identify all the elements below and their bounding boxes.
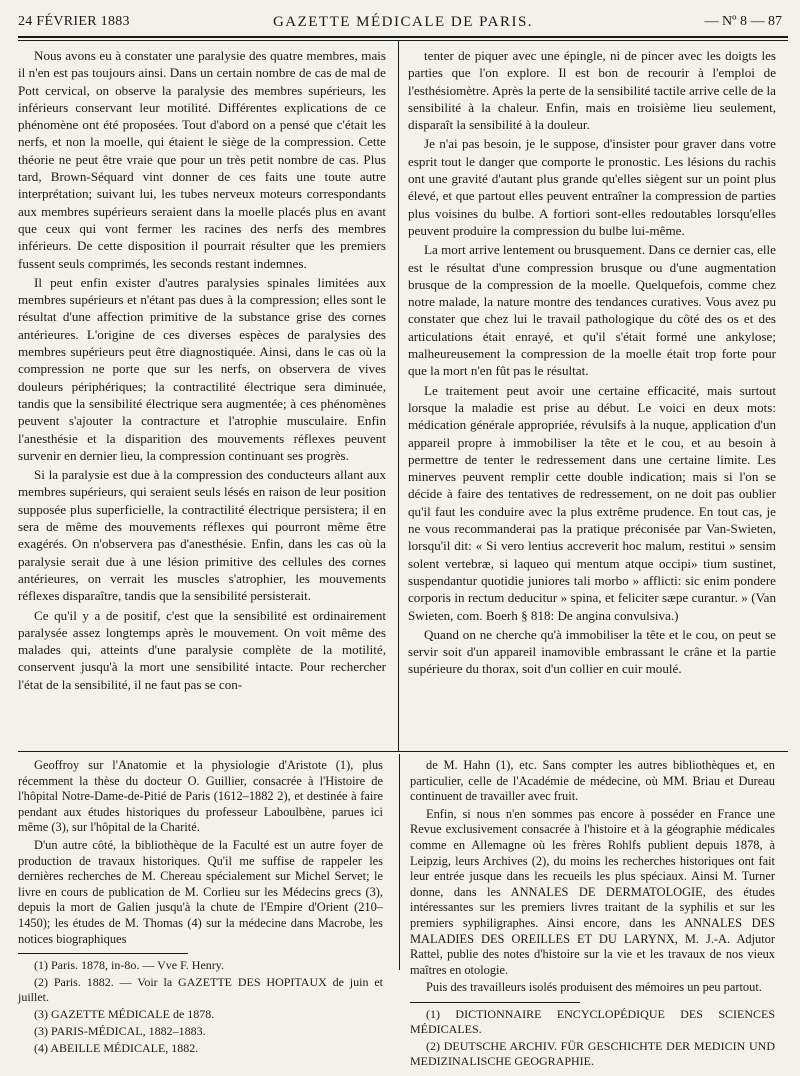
paragraph: Ce qu'il y a de positif, c'est que la sensibilité est ordinairement paralysée assez longtemps après le mouvement. On voit même des malades qui, atteints d'une paralysie complète de la motilité, conservent jusqu'à la mort une sensibilité intacte. Pour rechercher l'état de la sensibilité, il ne faut pas se con- (18, 607, 386, 692)
main-article (18, 47, 788, 749)
footnote: (2) DEUTSCHE ARCHIV. FÜR GESCHICHTE DER MEDICIN UND MEDIZINALISCHE GEOGRAPHIE. (410, 1038, 775, 1068)
issue-date: 24 FÉVRIER 1883 (18, 14, 130, 29)
article-column-right (408, 47, 776, 680)
paragraph: Je n'ai pas besoin, je le suppose, d'insister pour graver dans votre esprit tout le danger que comporte le pronostic. Les lésions du rachis ont une gravité d'autant plus grande qu'elles siègent sur un point plus élevé, et que partout elles peuvent entraîner la compression de parties plus voisines du bulbe. A fortiori sont-elles redoutables lorsqu'elles peuvent produire la compression du bulbe lui-même. (408, 136, 776, 238)
paragraph: Enfin, si nous n'en sommes pas encore à posséder en France une Revue exclusivement consacrée à l'histoire et à la géographie médicales comme en Allemagne où les frères Rohlfs publient depuis 1878, à Leipzig, leurs Archives (2), du moins les recherches historiques ont fait leur entrée jusque dans les recueils les plus spéciaux. Ainsi M. Turner donne, dans les ANNALES DE DERMATOLOGIE, des études intéressantes sur les premiers livres traitant de la syphilis et sur les premiers syphiligraphes. Ainsi encore, dans les ANNALES DES MALADIES DES OREILLES ET DU LARYNX, M. J.-A. Adjutor Rattel, publie des notes d'histoire sur la vie et les travaux de nos vieux maîtres en otologie. (410, 806, 775, 977)
paragraph: de M. Hahn (1), etc. Sans compter les autres bibliothèques et, en particulier, celle de l'Académie de médecine, où MM. Briau et Dureau continuent de travailler avec fruit. (410, 758, 775, 804)
page-number: — Nº 8 — 87 (704, 14, 782, 29)
paragraph: Puis des travailleurs isolés produisent des mémoires un peu partout. (426, 980, 762, 995)
feuilleton-divider (18, 751, 788, 752)
footnote-rule (410, 1002, 580, 1003)
newspaper-page (18, 10, 788, 1066)
paragraph: Quand on ne cherche qu'à immobiliser la tête et le cou, on peut se servir soit d'un appareil inamovible embrassant le crâne et la partie supérieure du thorax, soit d'un collier en cuir moulé. (408, 626, 776, 677)
paragraph: Il peut enfin exister d'autres paralysies spinales limitées aux membres supérieurs et n'étant pas dues à la compression; elles sont le résultat d'une affection primitive de la substance grise des cornes antérieures. L'origine de ces diverses espèces de paralysies des membres supérieurs peut être diagnostiquée. Ainsi, dans le cas où la compression ne porte que sur les nerfs, on observera de vives douleurs périphériques; la contractilité électrique sera diminuée, tandis que la sensibilité électrique sera augmentée; à ces phénomènes peuvent s'ajouter la contracture et l'atrophie musculaire. Enfin l'anesthésie et la disparition des mouvements réflexes peuvent survenir en dernier lieu, la compression continuant ses progrès. (18, 274, 386, 463)
paragraph: Geoffroy sur l'Anatomie et la physiologie d'Aristote (1), plus récemment la thèse du docteur O. Guillier, consacrée à l'Histoire de l'hôpital Notre-Dame-de-Pitié de Paris (1612–1882 2), et destinée à faire pendant aux études historiques du professeur Laboulbène, parues ici même (3), sur l'hôpital de la Charité. (18, 758, 383, 835)
footnote-rule (18, 953, 188, 954)
paragraph: La mort arrive lentement ou brusquement. Dans ce dernier cas, elle est le résultat d'une compression brusque ou d'une augmentation brusque de la compression de la moelle. Quelquefois, comme chez notre malade, la nature montre des tendances curatives. Vous avez pu constater que chez lui le travail pathologique du côté des os et des articulations était enrayé, et qu'il s'était formé une ankylose; malheureusement la compression de la moelle était trop forte pour que la mort n'en fût pas le résultat. (408, 242, 776, 379)
footnote: (2) Paris. 1882. — Voir la GAZETTE DES HOPITAUX de juin et juillet. (18, 975, 383, 1005)
footnote: (1) Paris. 1878, in-8o. — Vve F. Henry. (34, 958, 225, 973)
feuilleton (18, 758, 788, 1074)
paragraph: Nous avons eu à constater une paralysie des quatre membres, mais il n'en est pas toujours ainsi. Dans un certain nombre de cas de mal de Pott cervical, on observe la paralysie des membres supérieurs, les inférieurs conservant leur motilité. Différentes explications de ce phénomène ont été proposées. Tout d'abord on a pensé que c'était les nerfs, et non la moelle, qui étaient le siège de la compression. Cette théorie ne peut être vraie que pour un très petit nombre de cas. Plus tard, Brown-Séquard vint donner de ces faits une toute autre interprétation; suivant lui, les tubes nerveux moteurs correspondants aux membres supérieurs seraient dans la moelle placés plus en avant que ceux qui vont fermer les racines des nerfs des membres inférieurs. De cette disposition il pourrait résulter que les premiers fussent seuls comprimés, les seconds restant indemnes. (18, 48, 386, 271)
feuilleton-column-right (410, 758, 775, 1071)
paragraph: Si la paralysie est due à la compression des conducteurs allant aux membres supérieurs, qui seraient seuls lésés en raison de leur position supposée plus superficielle, la contractilité électrique persistera; il en sera de même des mouvements réflexes qui pourront même être exagérés. On n'observera pas d'anesthésie. Enfin, dans les cas où la paralysie serait due à une lésion primitive des cellules des cornes antérieures, on verrait les muscles s'atrophier, les mouvements réflexes disparaître, tandis que la sensibilité persisterait. (18, 467, 386, 604)
article-column-left (18, 47, 386, 695)
footnote: (3) GAZETTE MÉDICALE de 1878. (34, 1007, 215, 1022)
footnote: (3) PARIS-MÉDICAL, 1882–1883. (34, 1024, 206, 1039)
paragraph: Le traitement peut avoir une certaine efficacité, mais surtout lorsque la maladie est prise au début. Le voici en deux mots: médication générale appropriée, révulsifs à la nuque, application d'un appareil propre à immobiliser la tête et le cou, et au besoin à permettre de tenter le redressement dans une certaine limite. Les minerves peuvent remplir cette double indication; mais si l'on se décide à faire des tentatives de redressement, on ne doit pas oublier qu'il faut les conduire avec la plus extrême prudence. En tout cas, je ne vous recommanderai pas la pratique préconisée par Van-Swieten, lorsqu'il dit: « Si vero lentius accreverit hoc malum, restitui » sensim solent vertebræ, si laqueo qui mentum atque occipi» tium sustinet, suspendantur quotidie juniores tali morbo » afflicti: sic enim pondere corporis in rectum deducitur » spina, et feliciter sæpe curantur. » (Van Swieten, com. Boerh § 818: De angina convulsiva.) (408, 382, 776, 623)
column-divider (398, 41, 399, 751)
footnote: (4) ABEILLE MÉDICALE, 1882. (34, 1041, 199, 1056)
footnote: (1) DICTIONNAIRE ENCYCLOPÉDIQUE DES SCIENCES MÉDICALES. (410, 1006, 775, 1036)
feuilleton-column-left (18, 758, 383, 1058)
header-rule (18, 36, 788, 41)
journal-title: GAZETTE MÉDICALE DE PARIS. (272, 14, 534, 30)
column-divider (399, 754, 400, 970)
page-header (18, 10, 788, 36)
paragraph: D'un autre côté, la bibliothèque de la Faculté est un autre foyer de production de travaux historiques. Qu'il me suffise de rappeler les dernières recherches de M. Chereau spécialement sur Michel Servet; le livre en cours de publication de M. Corlieu sur les Médecins grecs (3), depuis la mort de Galien jusqu'à la chute de l'Empire d'Orient (210–1450); les études de M. Thomas (4) sur la médecine dans Macrobe, les notices biographiques (18, 837, 383, 946)
paragraph: tenter de piquer avec une épingle, ni de pincer avec les doigts les parties que l'on explore. Il est bon de recourir à l'emploi de l'esthésiomètre. Après la perte de la sensibilité tactile arrive celle de la sensibilité à la chaleur. Enfin, mais en troisième lieu seulement, disparaît la sensibilité à la douleur. (408, 48, 776, 133)
